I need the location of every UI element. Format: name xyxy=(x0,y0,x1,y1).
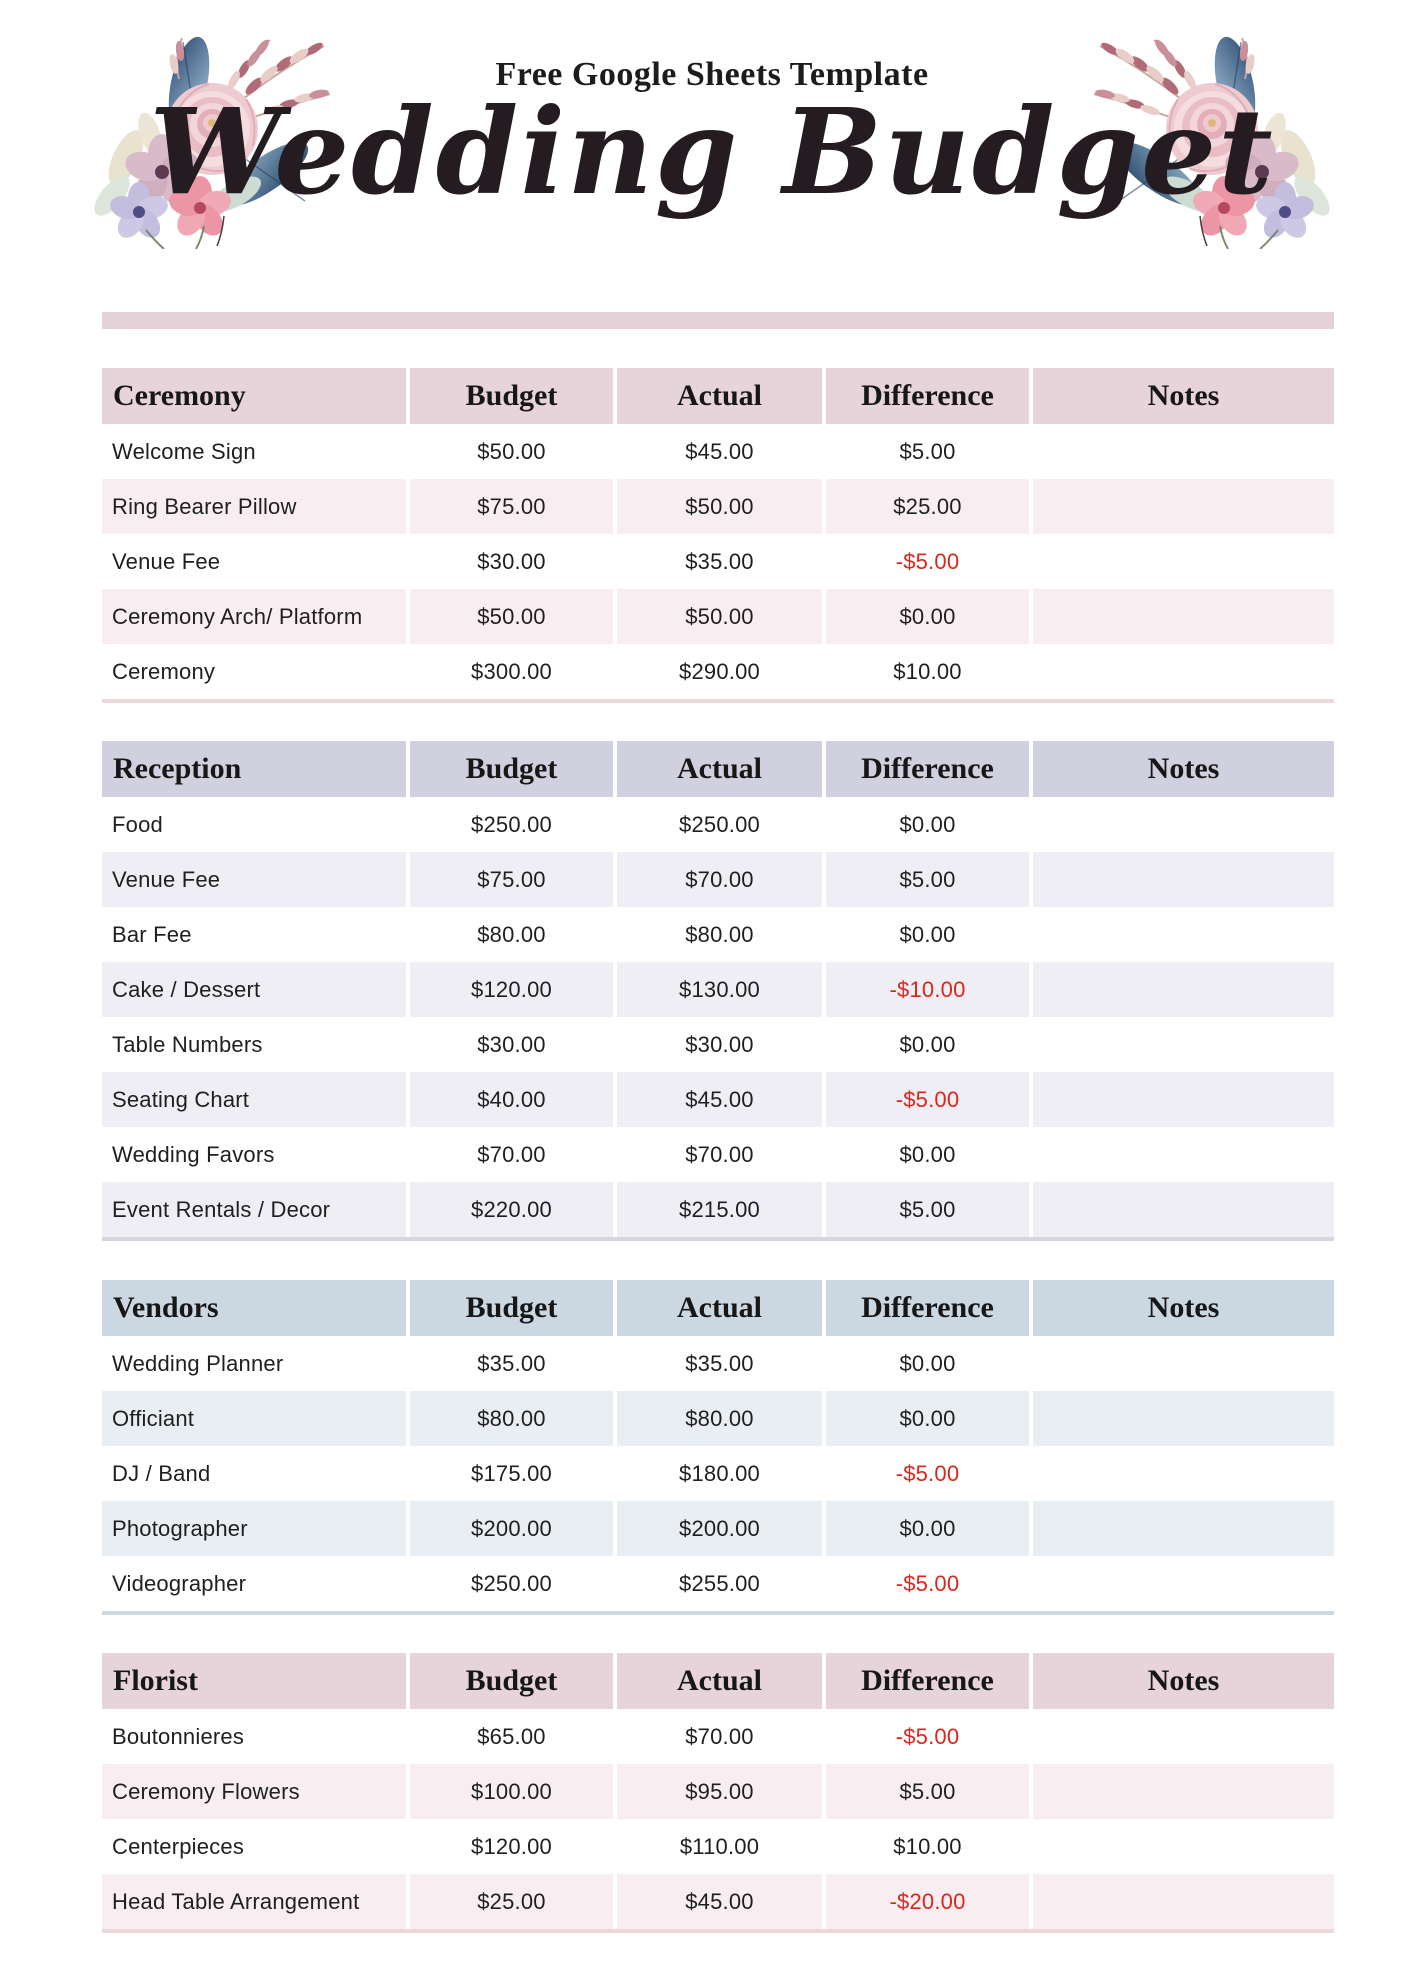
column-header-actual: Actual xyxy=(617,1653,822,1709)
section-title-florist: Florist xyxy=(102,1653,406,1709)
difference-value: -$20.00 xyxy=(826,1874,1029,1929)
table-row xyxy=(102,1127,1334,1182)
column-header-difference: Difference xyxy=(826,368,1029,424)
actual-value: $130.00 xyxy=(617,962,822,1017)
item-label: Photographer xyxy=(102,1501,406,1556)
section-title-ceremony: Ceremony xyxy=(102,368,406,424)
notes-cell xyxy=(1033,1017,1334,1072)
difference-value: $0.00 xyxy=(899,921,956,947)
actual-value: $45.00 xyxy=(685,438,754,464)
notes-cell xyxy=(1033,1501,1334,1556)
budget-value: $25.00 xyxy=(410,1874,613,1929)
table-row xyxy=(102,1874,1334,1929)
notes-cell xyxy=(1033,1819,1334,1874)
budget-value: $35.00 xyxy=(477,1350,546,1376)
notes-cell xyxy=(1033,1127,1334,1182)
table-header-row xyxy=(102,368,1334,424)
column-header-notes: Notes xyxy=(1033,368,1334,424)
actual-value: $110.00 xyxy=(679,1833,760,1859)
column-header-difference: Difference xyxy=(826,1280,1029,1336)
table-header-row xyxy=(102,1653,1334,1709)
actual-value: $250.00 xyxy=(679,811,760,837)
budget-value: $120.00 xyxy=(471,1833,552,1859)
notes-cell xyxy=(1033,644,1334,699)
actual-value: $290.00 xyxy=(679,658,760,684)
table-row xyxy=(102,1391,1334,1446)
table-row xyxy=(102,424,1334,479)
actual-value: $180.00 xyxy=(679,1460,760,1486)
actual-value: $45.00 xyxy=(617,1874,822,1929)
difference-value: $0.00 xyxy=(899,1350,956,1376)
item-label: DJ / Band xyxy=(112,1460,211,1486)
actual-value: $95.00 xyxy=(617,1764,822,1819)
budget-value: $220.00 xyxy=(410,1182,613,1237)
column-header-budget: Budget xyxy=(410,741,613,797)
notes-cell xyxy=(1033,852,1334,907)
table-row xyxy=(102,1017,1334,1072)
difference-value: -$5.00 xyxy=(895,1460,960,1486)
item-label: Venue Fee xyxy=(112,548,221,574)
actual-value: $30.00 xyxy=(685,1031,754,1057)
accent-banner xyxy=(102,312,1334,329)
column-header-budget: Budget xyxy=(410,1280,613,1336)
column-header-actual: Actual xyxy=(617,741,822,797)
actual-value: $50.00 xyxy=(617,479,822,534)
notes-cell xyxy=(1033,1556,1334,1611)
actual-value: $80.00 xyxy=(617,1391,822,1446)
budget-value: $70.00 xyxy=(477,1141,546,1167)
table-row xyxy=(102,1182,1334,1237)
florist-table xyxy=(102,1653,1334,1933)
budget-value: $100.00 xyxy=(410,1764,613,1819)
column-header-notes: Notes xyxy=(1033,1280,1334,1336)
table-row xyxy=(102,1709,1334,1764)
notes-cell xyxy=(1033,1446,1334,1501)
notes-cell xyxy=(1033,1182,1334,1237)
item-label: Ring Bearer Pillow xyxy=(102,479,406,534)
budget-value: $75.00 xyxy=(410,852,613,907)
table-row xyxy=(102,1336,1334,1391)
difference-value: $0.00 xyxy=(899,811,956,837)
difference-value: $5.00 xyxy=(826,852,1029,907)
table-row xyxy=(102,1764,1334,1819)
column-header-notes: Notes xyxy=(1033,741,1334,797)
budget-value: $120.00 xyxy=(410,962,613,1017)
section-underline xyxy=(102,1237,1334,1241)
item-label: Wedding Favors xyxy=(112,1141,275,1167)
actual-value: $45.00 xyxy=(617,1072,822,1127)
difference-value: -$10.00 xyxy=(826,962,1029,1017)
difference-value: -$5.00 xyxy=(895,1723,960,1749)
budget-value: $65.00 xyxy=(477,1723,546,1749)
table-row xyxy=(102,1501,1334,1556)
notes-cell xyxy=(1033,1072,1334,1127)
difference-value: $5.00 xyxy=(826,1182,1029,1237)
budget-value: $200.00 xyxy=(410,1501,613,1556)
actual-value: $35.00 xyxy=(685,548,754,574)
difference-value: $5.00 xyxy=(826,1764,1029,1819)
difference-value: $0.00 xyxy=(899,1141,956,1167)
difference-value: -$5.00 xyxy=(826,1072,1029,1127)
table-row xyxy=(102,1556,1334,1611)
difference-value: $10.00 xyxy=(893,1833,962,1859)
notes-cell xyxy=(1033,589,1334,644)
actual-value: $70.00 xyxy=(617,852,822,907)
vendors-table xyxy=(102,1280,1334,1615)
notes-cell xyxy=(1033,479,1334,534)
notes-cell xyxy=(1033,1336,1334,1391)
notes-cell xyxy=(1033,534,1334,589)
table-row xyxy=(102,852,1334,907)
item-label: Seating Chart xyxy=(102,1072,406,1127)
table-row xyxy=(102,1446,1334,1501)
item-label: Ceremony Arch/ Platform xyxy=(102,589,406,644)
item-label: Head Table Arrangement xyxy=(102,1874,406,1929)
section-title-vendors: Vendors xyxy=(102,1280,406,1336)
item-label: Event Rentals / Decor xyxy=(102,1182,406,1237)
section-underline xyxy=(102,1929,1334,1933)
column-header-actual: Actual xyxy=(617,368,822,424)
difference-value: -$5.00 xyxy=(895,548,960,574)
actual-value: $35.00 xyxy=(685,1350,754,1376)
budget-value: $80.00 xyxy=(410,1391,613,1446)
item-label: Bar Fee xyxy=(112,921,192,947)
budget-value: $250.00 xyxy=(471,811,552,837)
budget-value: $80.00 xyxy=(477,921,546,947)
table-header-row xyxy=(102,1280,1334,1336)
section-underline xyxy=(102,1611,1334,1615)
item-label: Ceremony Flowers xyxy=(102,1764,406,1819)
column-header-difference: Difference xyxy=(826,1653,1029,1709)
budget-value: $50.00 xyxy=(410,589,613,644)
actual-value: $70.00 xyxy=(685,1141,754,1167)
budget-value: $30.00 xyxy=(477,1031,546,1057)
notes-cell xyxy=(1033,1764,1334,1819)
actual-value: $200.00 xyxy=(617,1501,822,1556)
reception-table xyxy=(102,741,1334,1241)
table-row xyxy=(102,534,1334,589)
item-label: Venue Fee xyxy=(102,852,406,907)
section-underline xyxy=(102,699,1334,703)
item-label: Centerpieces xyxy=(112,1833,245,1859)
budget-value: $30.00 xyxy=(477,548,546,574)
budget-value: $175.00 xyxy=(471,1460,552,1486)
column-header-budget: Budget xyxy=(410,1653,613,1709)
item-label: Cake / Dessert xyxy=(102,962,406,1017)
notes-cell xyxy=(1033,1391,1334,1446)
budget-value: $75.00 xyxy=(410,479,613,534)
actual-value: $80.00 xyxy=(685,921,754,947)
column-header-budget: Budget xyxy=(410,368,613,424)
item-label: Officiant xyxy=(102,1391,406,1446)
table-row xyxy=(102,644,1334,699)
column-header-difference: Difference xyxy=(826,741,1029,797)
column-header-actual: Actual xyxy=(617,1280,822,1336)
difference-value: -$5.00 xyxy=(895,1570,960,1596)
table-row xyxy=(102,907,1334,962)
item-label: Table Numbers xyxy=(112,1031,263,1057)
actual-value: $215.00 xyxy=(617,1182,822,1237)
notes-cell xyxy=(1033,962,1334,1017)
budget-value: $40.00 xyxy=(410,1072,613,1127)
notes-cell xyxy=(1033,907,1334,962)
difference-value: $25.00 xyxy=(826,479,1029,534)
table-row xyxy=(102,1819,1334,1874)
actual-value: $50.00 xyxy=(617,589,822,644)
table-row xyxy=(102,797,1334,852)
column-header-notes: Notes xyxy=(1033,1653,1334,1709)
difference-value: $5.00 xyxy=(899,438,956,464)
budget-value: $300.00 xyxy=(471,658,552,684)
section-title-reception: Reception xyxy=(102,741,406,797)
item-label: Boutonnieres xyxy=(112,1723,245,1749)
table-row xyxy=(102,589,1334,644)
table-row xyxy=(102,1072,1334,1127)
notes-cell xyxy=(1033,424,1334,479)
table-row xyxy=(102,479,1334,534)
item-label: Wedding Planner xyxy=(112,1350,284,1376)
item-label: Food xyxy=(112,811,163,837)
notes-cell xyxy=(1033,1709,1334,1764)
budget-value: $250.00 xyxy=(471,1570,552,1596)
actual-value: $70.00 xyxy=(685,1723,754,1749)
difference-value: $0.00 xyxy=(899,1031,956,1057)
notes-cell xyxy=(1033,797,1334,852)
notes-cell xyxy=(1033,1874,1334,1929)
table-row xyxy=(102,962,1334,1017)
difference-value: $0.00 xyxy=(826,1391,1029,1446)
difference-value: $0.00 xyxy=(826,589,1029,644)
difference-value: $10.00 xyxy=(893,658,962,684)
table-header-row xyxy=(102,741,1334,797)
ceremony-table xyxy=(102,368,1334,703)
item-label: Ceremony xyxy=(112,658,216,684)
page-title: Wedding Budget xyxy=(149,82,1275,221)
difference-value: $0.00 xyxy=(826,1501,1029,1556)
item-label: Welcome Sign xyxy=(112,438,256,464)
actual-value: $255.00 xyxy=(679,1570,760,1596)
budget-value: $50.00 xyxy=(477,438,546,464)
item-label: Videographer xyxy=(112,1570,247,1596)
template-subtitle: Free Google Sheets Template xyxy=(495,56,929,93)
